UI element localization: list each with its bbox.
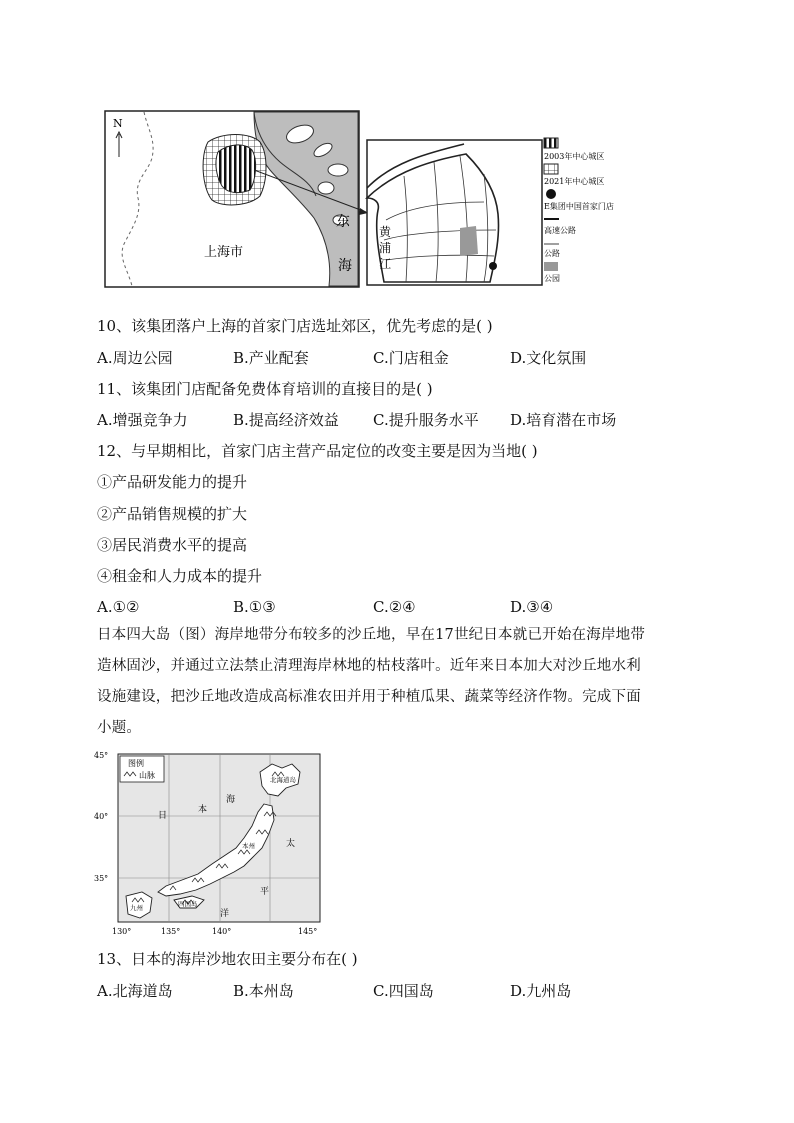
sea-japan-char-1: 日 — [158, 811, 168, 821]
japan-legend-title: 图例 — [128, 759, 144, 768]
lat-label-40: 40° — [94, 812, 109, 821]
island-kyushu-label: 九州 — [130, 904, 143, 912]
reading-passage — [97, 620, 697, 744]
q10-option-b[interactable]: B.产业配套 — [233, 349, 309, 367]
shanghai-location-map — [104, 110, 644, 290]
q13-option-c[interactable]: C.四国岛 — [373, 982, 434, 1000]
central-city-2003 — [216, 145, 256, 193]
japan-map — [92, 750, 324, 940]
lon-label-145: 145° — [298, 927, 318, 936]
lon-label-140: 140° — [212, 927, 232, 936]
island-shikoku-label: 四国岛 — [178, 900, 198, 908]
q11-option-d[interactable]: D.培育潜在市场 — [510, 411, 617, 429]
q12-item-3: ③居民消费水平的提高 — [97, 536, 248, 554]
inset-map-frame — [367, 140, 542, 285]
island — [318, 182, 334, 194]
river-char-2: 浦 — [379, 241, 392, 255]
q12-option-a[interactable]: A.①② — [97, 598, 140, 616]
island — [328, 164, 348, 176]
sea-label-1: 东 — [336, 214, 350, 230]
pacific-char-3: 洋 — [220, 909, 230, 919]
legend-road: 公路 — [544, 249, 560, 258]
island-hokkaido-label: 北海道岛 — [270, 776, 296, 784]
lat-label-45: 45° — [94, 751, 109, 760]
q11-option-c[interactable]: C.提升服务水平 — [373, 411, 479, 429]
north-label: N — [113, 117, 123, 130]
question-12-stem: 12、与早期相比，首家门店主营产品定位的改变主要是因为当地( ) — [97, 442, 538, 460]
pacific-char-2: 平 — [260, 887, 270, 897]
map1-legend — [544, 138, 614, 283]
sea-japan-char-2: 本 — [198, 805, 208, 815]
q13-option-b[interactable]: B.本州岛 — [233, 982, 294, 1000]
question-11-stem: 11、该集团门店配备免费体育培训的直接目的是( ) — [97, 380, 433, 398]
q10-option-a[interactable]: A.周边公园 — [97, 349, 173, 367]
passage-line: 小题。 — [97, 720, 142, 736]
q10-option-c[interactable]: C.门店租金 — [373, 349, 449, 367]
inset-park — [460, 226, 478, 256]
q12-option-c[interactable]: C.②④ — [373, 598, 416, 616]
q13-option-d[interactable]: D.九州岛 — [510, 982, 572, 1000]
q10-option-d[interactable]: D.文化氛围 — [510, 349, 587, 367]
island-honshu-label: 本州 — [242, 842, 255, 850]
legend-park: 公园 — [544, 274, 560, 283]
q12-item-1: ①产品研发能力的提升 — [97, 473, 248, 491]
q12-item-4: ④租金和人力成本的提升 — [97, 567, 263, 585]
q12-option-b[interactable]: B.①③ — [233, 598, 276, 616]
legend-highway: 高速公路 — [544, 226, 576, 235]
river-char-3: 江 — [379, 257, 392, 271]
pacific-char-1: 太 — [286, 839, 296, 849]
q12-option-d[interactable]: D.③④ — [510, 598, 554, 616]
lon-label-130: 130° — [112, 927, 132, 936]
sea-japan-char-3: 海 — [226, 795, 236, 805]
legend-store: E集团中国首家门店 — [544, 202, 614, 211]
q11-option-b[interactable]: B.提高经济效益 — [233, 411, 339, 429]
sea-label-2: 海 — [338, 258, 352, 274]
lon-label-135: 135° — [161, 927, 181, 936]
lat-label-35: 35° — [94, 874, 109, 883]
question-13-stem: 13、日本的海岸沙地农田主要分布在( ) — [97, 950, 358, 968]
japan-legend-mountain: 山脉 — [139, 771, 155, 780]
q12-item-2: ②产品销售规模的扩大 — [97, 505, 248, 523]
q11-option-a[interactable]: A.增强竞争力 — [97, 411, 188, 429]
passage-line: 造林固沙，并通过立法禁止清理海岸林地的枯枝落叶。近年来日本加大对沙丘地水利 — [97, 658, 641, 674]
store-marker — [489, 262, 497, 270]
legend-2021: 2021年中心城区 — [544, 177, 605, 186]
question-10-stem: 10、该集团落户上海的首家门店选址郊区，优先考虑的是( ) — [97, 317, 493, 335]
passage-line: 设施建设，把沙丘地改造成高标准农田并用于种植瓜果、蔬菜等经济作物。完成下面 — [97, 689, 641, 705]
city-label: 上海市 — [204, 245, 244, 260]
passage-line: 日本四大岛（图）海岸地带分布较多的沙丘地，早在17世纪日本就已开始在海岸地带 — [97, 627, 646, 643]
legend-2003: 2003年中心城区 — [544, 152, 605, 161]
river-char-1: 黄 — [379, 225, 392, 239]
q13-option-a[interactable]: A.北海道岛 — [97, 982, 173, 1000]
